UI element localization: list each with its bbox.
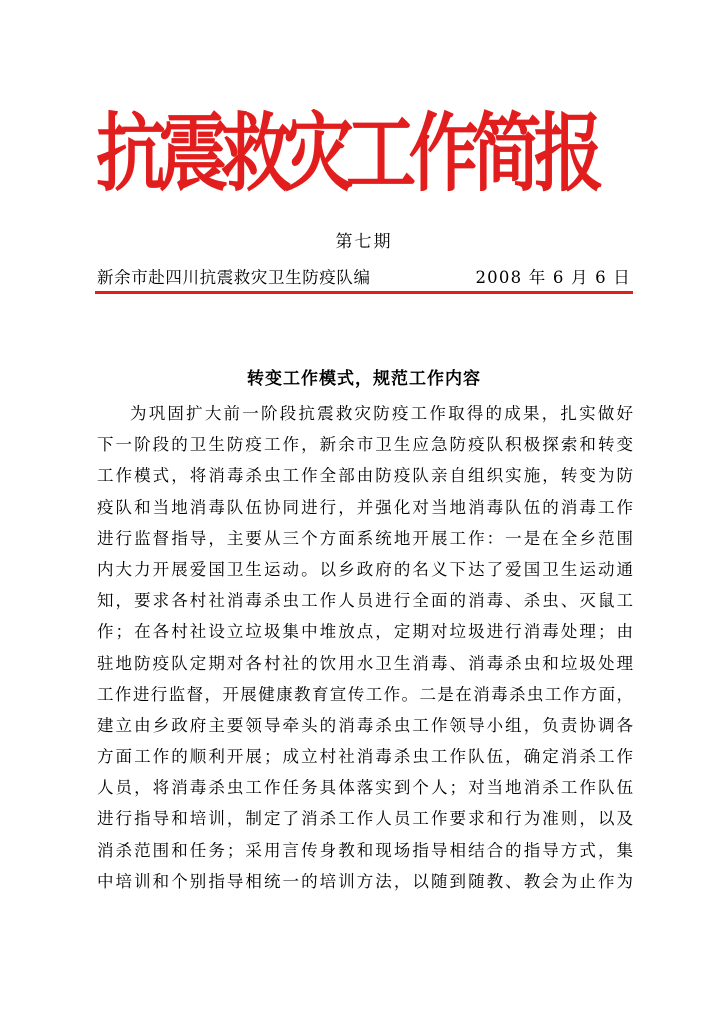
byline: [97, 266, 633, 290]
article-title: 转变工作模式，规范工作内容: [247, 369, 481, 389]
article-line: 建立由乡政府主要领导牵头的消毒杀虫工作领导小组，负责协调各: [97, 715, 633, 735]
publish-date: 2008 年 6 月 6 日: [475, 268, 631, 287]
issue-number: 第七期: [335, 232, 393, 252]
masthead-title: 抗震救灾工作简报: [96, 103, 597, 204]
article-line: 中培训和个别指导相统一的培训方法，以随到随教、教会为止作为: [97, 871, 633, 891]
article-line: 知，要求各村社消毒杀虫工作人员进行全面的消毒、杀虫、灭鼠工: [97, 591, 633, 611]
article-line: 工作模式，将消毒杀虫工作全部由防疫队亲自组织实施，转变为防: [97, 466, 633, 486]
header-divider: [95, 291, 633, 294]
article-line: 消杀范围和任务；采用言传身教和现场指导相结合的指导方式，集: [97, 840, 633, 860]
article-line: 作；在各村社设立垃圾集中堆放点，定期对垃圾进行消毒处理；由: [97, 622, 633, 642]
article-line: 进行监督指导，主要从三个方面系统地开展工作：一是在全乡范围: [97, 528, 633, 548]
publisher-name: 新余市赴四川抗震救灾卫生防疫队编: [97, 268, 371, 287]
article-line: 疫队和当地消毒队伍协同进行，并强化对当地消毒队伍的消毒工作: [97, 497, 633, 517]
article-body: [97, 398, 633, 897]
article-line: 内大力开展爱国卫生运动。以乡政府的名义下达了爱国卫生运动通: [97, 559, 633, 579]
article-line: 工作进行监督，开展健康教育宣传工作。二是在消毒杀虫工作方面，: [97, 684, 633, 704]
article-line: 驻地防疫队定期对各村社的饮用水卫生消毒、消毒杀虫和垃圾处理: [97, 653, 633, 673]
article-line: 进行指导和培训，制定了消杀工作人员工作要求和行为准则，以及: [97, 809, 633, 829]
article-line: 方面工作的顺利开展；成立村社消毒杀虫工作队伍，确定消杀工作: [97, 747, 633, 767]
article-line: 人员，将消毒杀虫工作任务具体落实到个人；对当地消杀工作队伍: [97, 778, 633, 798]
article-line: 为巩固扩大前一阶段抗震救灾防疫工作取得的成果，扎实做好: [130, 404, 633, 423]
article-line: 下一阶段的卫生防疫工作，新余市卫生应急防疫队积极探索和转变: [97, 435, 633, 455]
